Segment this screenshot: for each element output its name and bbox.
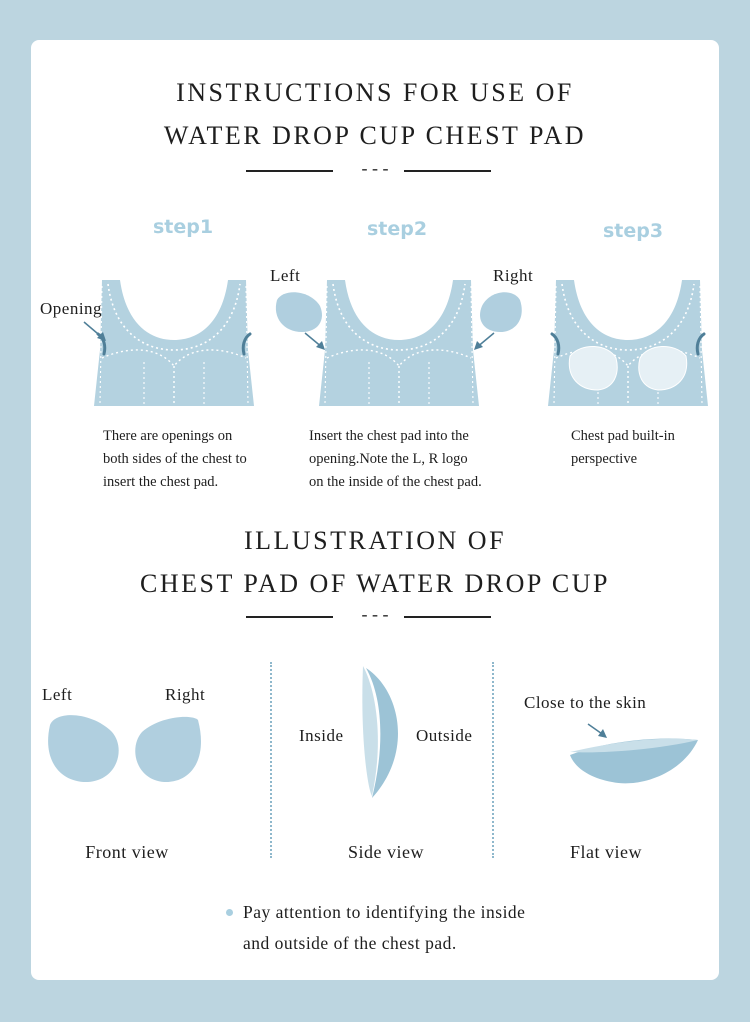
pad-views-illustrations: [0, 640, 750, 820]
view-separator-1: [270, 662, 272, 858]
section1-divider: - - -: [0, 161, 750, 181]
note-line2: and outside of the chest pad.: [243, 933, 457, 953]
flat-view-caption: Flat view: [570, 842, 642, 862]
garment-illustrations: [0, 0, 750, 420]
step3-garment: [548, 280, 708, 406]
flat-arrow: [588, 724, 607, 738]
section2-title-line1: ILLUSTRATION OF: [243, 526, 507, 555]
attention-note: [243, 897, 525, 959]
section2-divider: - - -: [0, 607, 750, 627]
side-inside-label: Inside: [299, 726, 344, 745]
section1-title-line2: WATER DROP CUP CHEST PAD: [163, 121, 587, 150]
view-separator-2: [492, 662, 494, 858]
step2-left-label: Left: [270, 266, 301, 285]
side-outside-label: Outside: [416, 726, 473, 745]
step1-description: There are openings on both sides of the chest to insert the chest pad.: [103, 428, 247, 490]
step1-label: step1: [153, 216, 214, 238]
step2-right-arrow: [474, 333, 494, 350]
front-right-pad: [135, 717, 201, 782]
step3-label: step3: [603, 220, 664, 242]
front-left-pad: [48, 715, 119, 782]
note-line1: Pay attention to identifying the inside: [243, 902, 526, 922]
step2-left-pad: [276, 292, 322, 332]
front-view-caption: Front view: [85, 842, 169, 862]
section1-title-line1: INSTRUCTIONS FOR USE OF: [176, 78, 574, 107]
step2-label: step2: [367, 218, 428, 240]
step2-left-arrow: [305, 333, 325, 350]
step3-description: Chest pad built-in perspective: [571, 428, 675, 467]
section2-title-line2: CHEST PAD OF WATER DROP CUP: [140, 569, 610, 598]
front-right-label: Right: [165, 685, 206, 704]
side-view-caption: Side view: [348, 842, 424, 862]
note-bullet: [226, 909, 233, 916]
step1-opening-label: Opening: [40, 299, 103, 318]
step2-garment: [319, 280, 479, 406]
step2-description: Insert the chest pad into the opening.Note the L, R logo on the inside of the chest pad.: [309, 428, 482, 490]
flat-skin-label: Close to the skin: [524, 693, 647, 712]
front-left-label: Left: [42, 685, 73, 704]
step2-right-label: Right: [493, 266, 534, 285]
step2-right-pad: [480, 292, 522, 332]
step1-garment: [94, 280, 254, 406]
